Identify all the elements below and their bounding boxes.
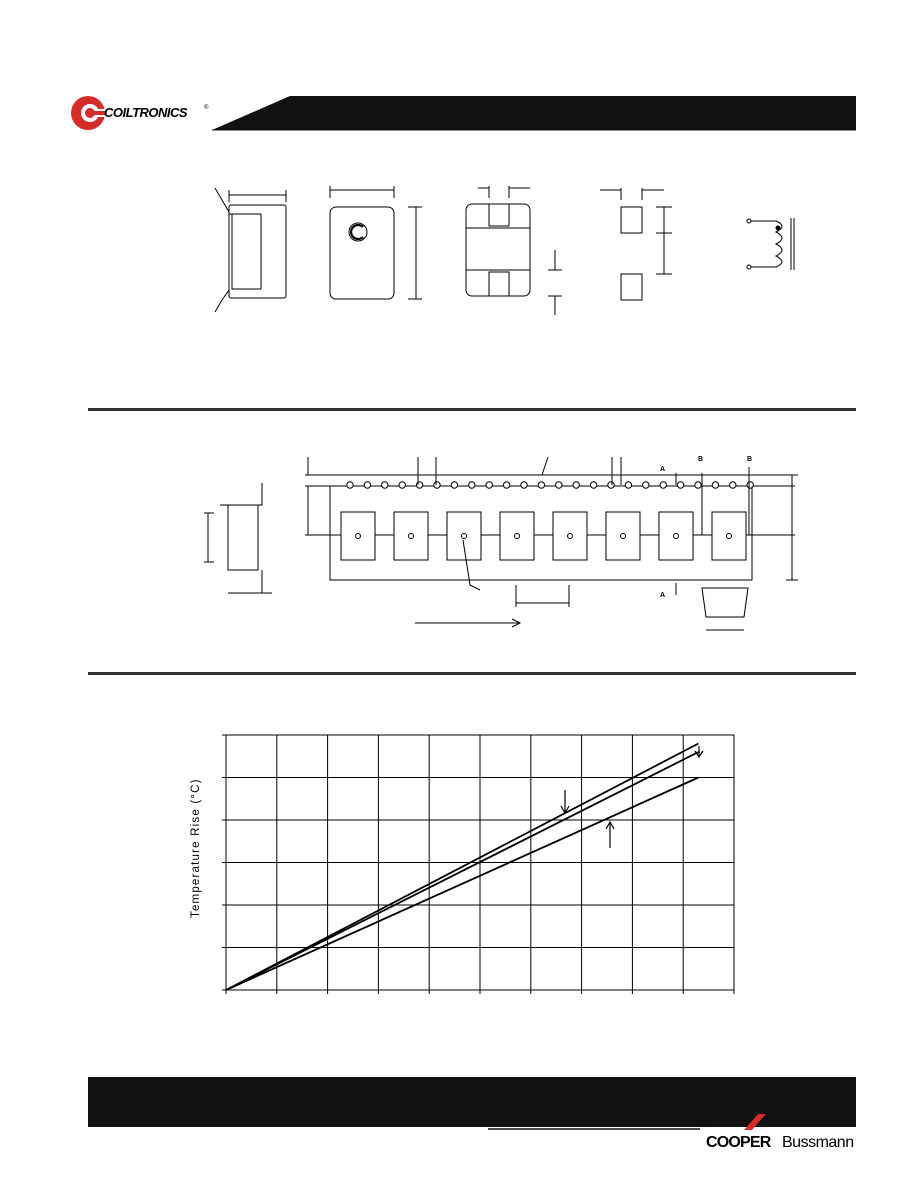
sprocket-hole	[486, 482, 492, 488]
tape-pockets	[341, 512, 746, 560]
top-view	[330, 186, 422, 299]
sprocket-hole	[695, 482, 701, 488]
annotation-arrow	[561, 790, 569, 813]
annotation-arrow	[606, 822, 614, 848]
tape-cross-section	[204, 483, 272, 593]
pocket-hole	[409, 534, 414, 539]
pocket-hole	[515, 534, 520, 539]
sprocket-hole	[538, 482, 544, 488]
sprocket-hole	[416, 482, 422, 488]
brand-bold: COOPER	[706, 1134, 771, 1151]
section-marker: A	[660, 466, 666, 473]
sprocket-hole	[712, 482, 718, 488]
pocket-hole	[621, 534, 626, 539]
sprocket-hole	[469, 482, 475, 488]
sprocket-hole	[660, 482, 666, 488]
sprocket-holes	[347, 482, 754, 488]
sprocket-hole	[556, 482, 562, 488]
sprocket-hole	[573, 482, 579, 488]
pocket-hole	[727, 534, 732, 539]
sprocket-hole	[451, 482, 457, 488]
chart	[0, 690, 918, 1020]
sprocket-hole	[503, 482, 509, 488]
sprocket-hole	[521, 482, 527, 488]
brand-name: COILTRONICS	[104, 105, 188, 120]
sprocket-hole	[364, 482, 370, 488]
sprocket-hole	[643, 482, 649, 488]
sprocket-hole	[434, 482, 440, 488]
sprocket-hole	[625, 482, 631, 488]
flag-icon	[740, 1112, 766, 1134]
header	[0, 0, 918, 140]
section-divider	[88, 408, 856, 411]
sprocket-hole	[382, 482, 388, 488]
series-line-3	[226, 778, 698, 991]
trademark: ®	[204, 105, 209, 111]
pocket-hole	[462, 534, 467, 539]
section-divider	[88, 672, 856, 675]
coiltronics-logo	[70, 95, 215, 131]
inductor-schematic	[747, 218, 794, 270]
pocket-hole	[356, 534, 361, 539]
side-view	[215, 188, 286, 312]
sprocket-hole	[677, 482, 683, 488]
sprocket-hole	[399, 482, 405, 488]
tape-reel-diagram	[0, 445, 918, 635]
cooper-bussmann-logo	[706, 1112, 861, 1152]
sprocket-hole	[590, 482, 596, 488]
annotation-arrow	[695, 746, 703, 757]
series-line-2	[226, 752, 698, 990]
pad-layout	[600, 188, 672, 300]
sprocket-hole	[608, 482, 614, 488]
series-line-1	[226, 744, 698, 991]
pocket-hole	[674, 534, 679, 539]
section-marker: A	[660, 592, 666, 599]
sprocket-hole	[730, 482, 736, 488]
pocket-hole	[568, 534, 573, 539]
section-marker: B	[698, 456, 704, 463]
chart-plot	[0, 690, 918, 1020]
mechanical-diagrams	[0, 170, 918, 330]
chart-ylabel: Temperature Rise (°C)	[190, 778, 202, 918]
c-logo-icon	[70, 95, 106, 131]
brand-regular: Bussmann	[782, 1134, 854, 1151]
sprocket-hole	[747, 482, 753, 488]
bottom-view	[466, 186, 562, 315]
sprocket-hole	[347, 482, 353, 488]
section-marker: B	[747, 456, 753, 463]
